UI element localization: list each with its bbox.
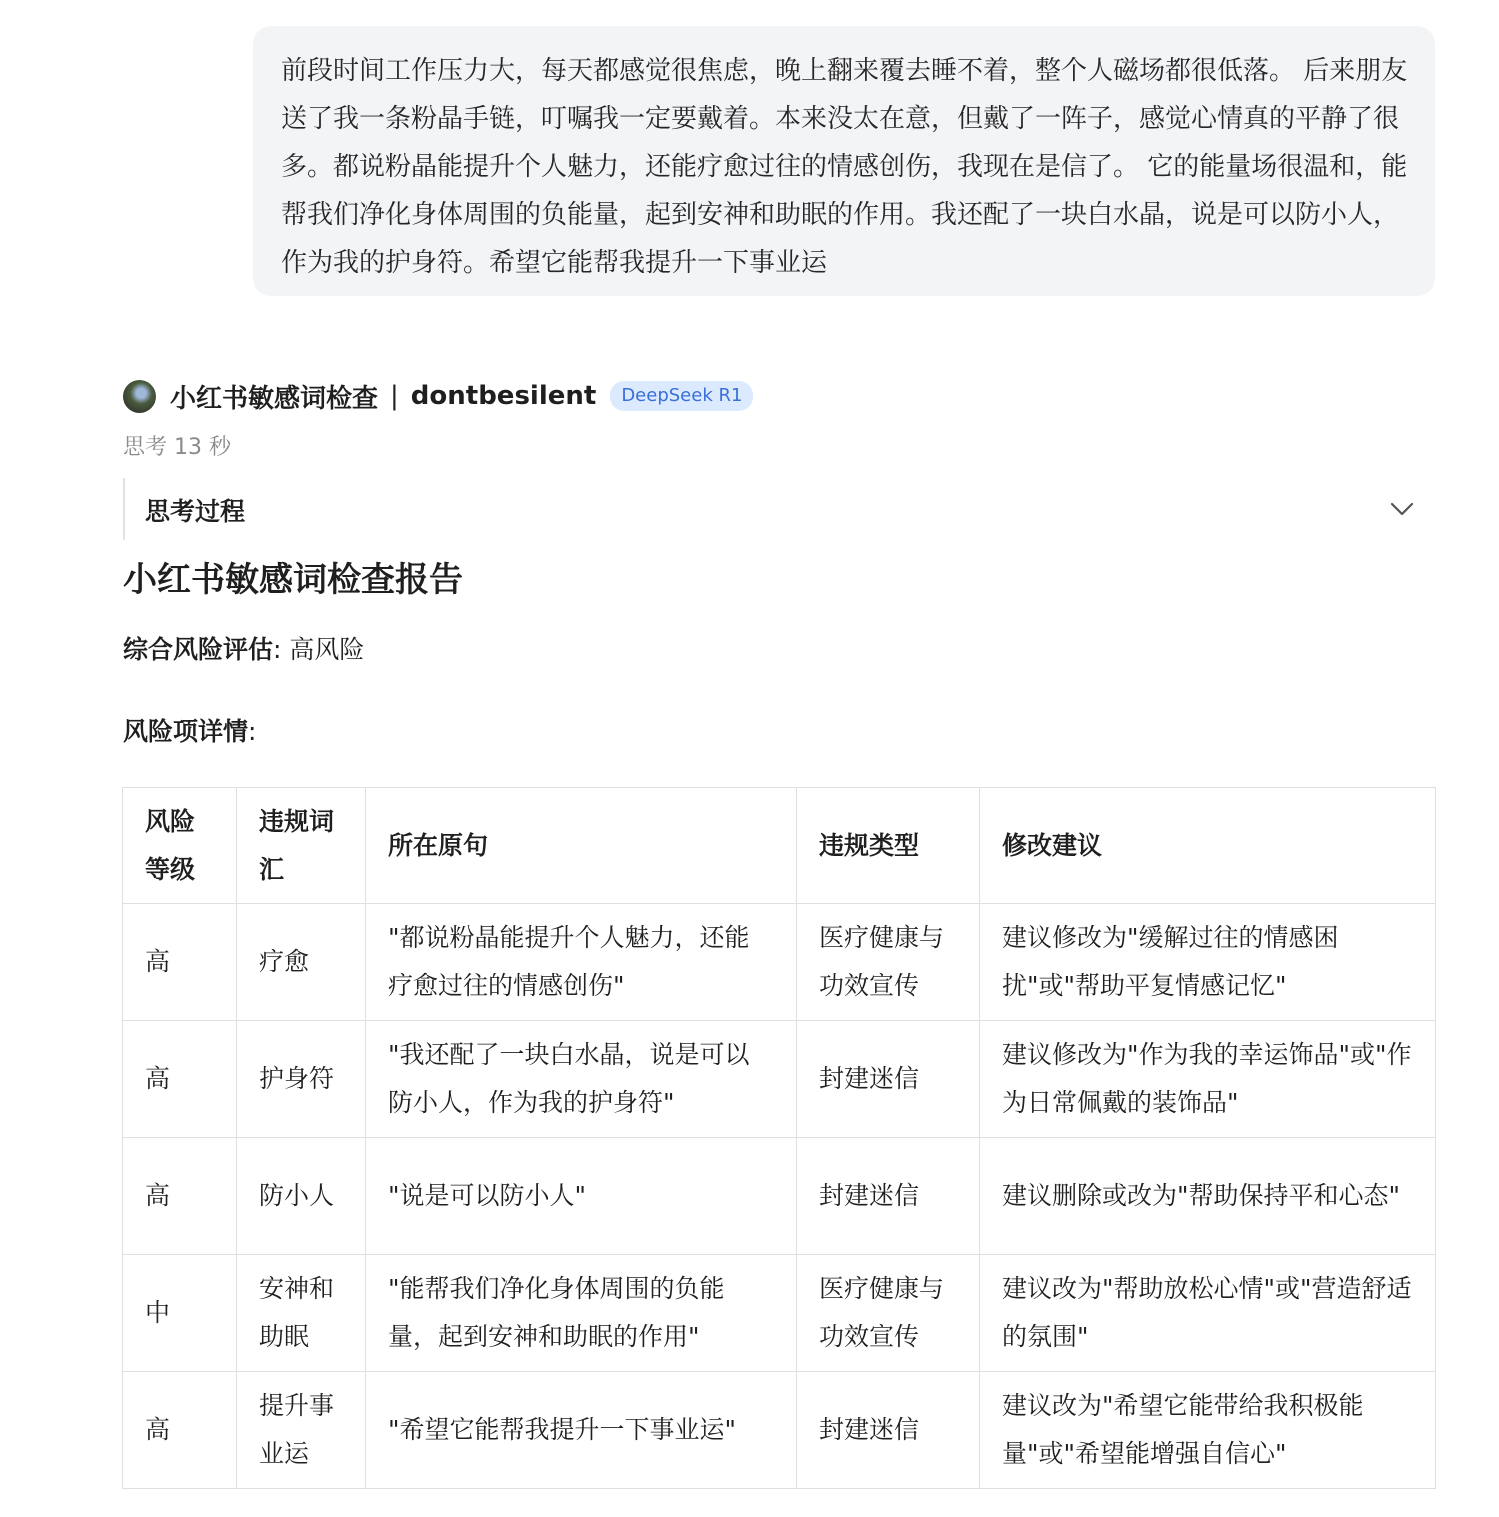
overall-risk-value: 高风险 — [289, 635, 365, 664]
cell-violation-type: 封建迷信 — [797, 1021, 980, 1138]
risk-table — [122, 787, 1436, 1489]
cell-risk-level: 中 — [123, 1255, 237, 1372]
thinking-process-label: 思考过程 — [145, 497, 246, 526]
bot-name[interactable]: 小红书敏感词检查 — [170, 383, 379, 414]
table-row — [123, 1021, 1436, 1138]
cell-violation-word: 安神和助眠 — [237, 1255, 366, 1372]
user-message-text: 前段时间工作压力大，每天都感觉很焦虑，晚上翻来覆去睡不着，整个人磁场都很低落。 后来朋友送了我一条粉晶手链，叮嘱我一定要戴着。本来没太在意，但戴了一阵子，感觉心情真的平静了很多。都说粉晶能提升个人魅力，还能疗愈过往的情感创伤，我现在是信了。 它的能量场很温和，能帮我们净化身体周围的负能量，起到安神和助眠的作用。我还配了一块白水晶，说是可以防小人，作为我的护身符。希望它能帮我提升一下事业运 — [281, 56, 1408, 278]
risk-details-label: 风险项详情 — [123, 717, 249, 746]
bot-avatar[interactable] — [123, 380, 156, 413]
cell-violation-word: 防小人 — [237, 1138, 366, 1255]
cell-original-sentence: "希望它能帮我提升一下事业运" — [366, 1372, 797, 1489]
bot-header — [123, 376, 753, 416]
cell-original-sentence: "说是可以防小人" — [366, 1138, 797, 1255]
cell-suggestion: 建议改为"希望它能带给我积极能量"或"希望能增强自信心" — [980, 1372, 1436, 1489]
thinking-process-toggle[interactable] — [123, 478, 1435, 540]
table-row — [123, 904, 1436, 1021]
cell-original-sentence: "我还配了一块白水晶，说是可以防小人，作为我的护身符" — [366, 1021, 797, 1138]
report-title: 小红书敏感词检查报告 — [123, 560, 463, 600]
cell-suggestion: 建议修改为"作为我的幸运饰品"或"作为日常佩戴的装饰品" — [980, 1021, 1436, 1138]
cell-risk-level: 高 — [123, 1372, 237, 1489]
model-badge: DeepSeek R1 — [610, 381, 753, 411]
cell-original-sentence: "都说粉晶能提升个人魅力，还能疗愈过往的情感创伤" — [366, 904, 797, 1021]
cell-risk-level: 高 — [123, 1021, 237, 1138]
cell-original-sentence: "能帮我们净化身体周围的负能量，起到安神和助眠的作用" — [366, 1255, 797, 1372]
header-suggestion: 修改建议 — [980, 788, 1436, 904]
risk-details-line — [123, 712, 256, 748]
header-violation-word: 违规词汇 — [237, 788, 366, 904]
table-row — [123, 1372, 1436, 1489]
overall-risk-colon: : — [273, 635, 282, 664]
bot-handle[interactable]: dontbesilent — [410, 381, 597, 411]
chevron-down-icon[interactable] — [1389, 496, 1415, 522]
cell-violation-type: 封建迷信 — [797, 1372, 980, 1489]
table-row — [123, 1255, 1436, 1372]
table-row — [123, 1138, 1436, 1255]
cell-risk-level: 高 — [123, 1138, 237, 1255]
name-separator: | — [390, 381, 399, 411]
think-time: 思考 13 秒 — [123, 435, 231, 460]
header-violation-type: 违规类型 — [797, 788, 980, 904]
cell-risk-level: 高 — [123, 904, 237, 1021]
cell-violation-type: 医疗健康与功效宣传 — [797, 1255, 980, 1372]
cell-suggestion: 建议修改为"缓解过往的情感困扰"或"帮助平复情感记忆" — [980, 904, 1436, 1021]
cell-violation-word: 护身符 — [237, 1021, 366, 1138]
risk-details-colon: : — [248, 717, 257, 746]
overall-risk-line — [123, 630, 364, 666]
header-original-sentence: 所在原句 — [366, 788, 797, 904]
cell-violation-type: 封建迷信 — [797, 1138, 980, 1255]
header-risk-level: 风险等级 — [123, 788, 237, 904]
cell-violation-word: 提升事业运 — [237, 1372, 366, 1489]
overall-risk-label: 综合风险评估 — [123, 635, 274, 664]
cell-violation-type: 医疗健康与功效宣传 — [797, 904, 980, 1021]
cell-violation-word: 疗愈 — [237, 904, 366, 1021]
cell-suggestion: 建议改为"帮助放松心情"或"营造舒适的氛围" — [980, 1255, 1436, 1372]
user-message-bubble — [253, 26, 1435, 296]
cell-suggestion: 建议删除或改为"帮助保持平和心态" — [980, 1138, 1436, 1255]
table-header-row — [123, 788, 1436, 904]
